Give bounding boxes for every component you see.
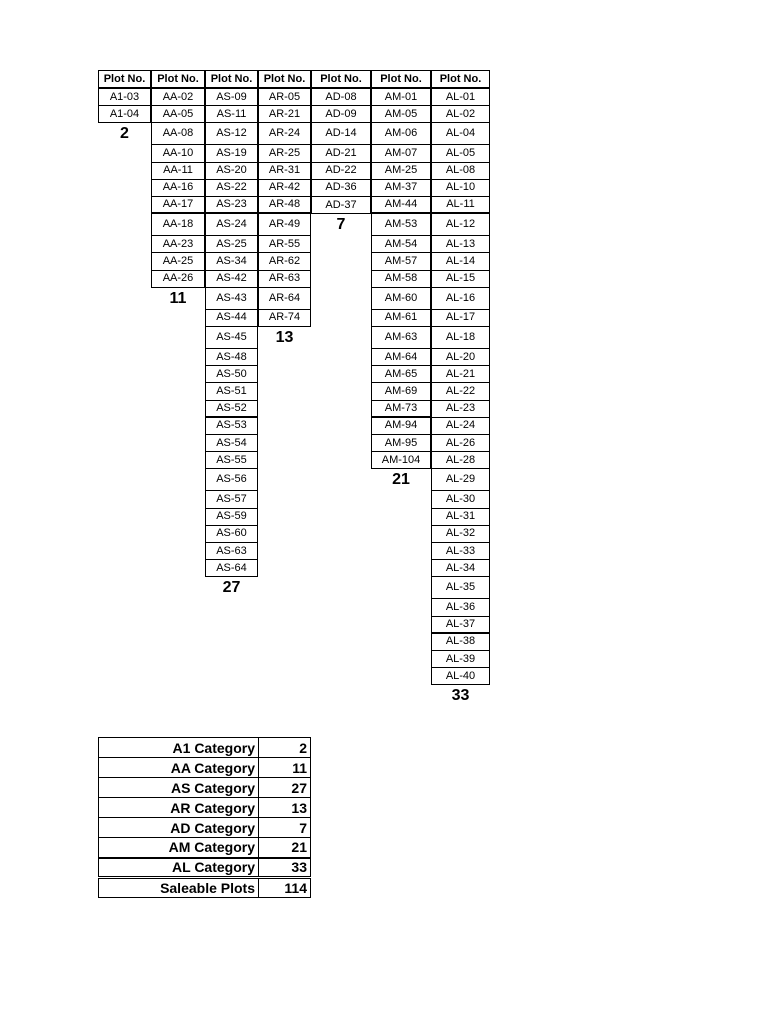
summary-label: AR Category [99,798,259,818]
plot-cell: AD-37 [311,196,371,214]
plot-cell: AL-37 [431,616,490,634]
plot-cell: AS-53 [205,417,258,435]
plot-cell: AR-74 [258,309,311,327]
summary-value: 13 [259,798,311,818]
summary-value: 114 [259,878,311,898]
plot-cell: AM-64 [371,348,431,366]
column-header: Plot No. [98,70,151,88]
column-count: 13 [275,329,294,346]
column-count: 27 [222,579,241,597]
plot-cell: AS-34 [205,252,258,270]
plot-cell: AL-05 [431,144,490,162]
plot-cell: AA-02 [151,88,205,106]
plot-cell: AL-33 [431,542,490,560]
plot-cell: AS-19 [205,144,258,162]
plot-cell: AL-20 [431,348,490,366]
summary-label: Saleable Plots [99,878,259,898]
summary-value: 7 [259,818,311,838]
plot-cell: AS-57 [205,490,258,508]
plot-cell: AD-22 [311,162,371,180]
plot-cell: A1-03 [98,88,151,106]
plot-cell: AM-05 [371,105,431,123]
plot-cell: AD-09 [311,105,371,123]
plot-cell: AS-12 [205,122,258,145]
plot-cell: AA-18 [151,213,205,236]
column-header: Plot No. [258,70,311,88]
plot-cell: AA-26 [151,270,205,288]
summary-row [99,798,311,818]
summary-row [99,778,311,798]
plot-cell: AS-59 [205,508,258,526]
plot-cell: AL-12 [431,213,490,236]
plot-cell: AL-21 [431,365,490,383]
plot-cell: AL-10 [431,179,490,197]
plot-cell: AL-13 [431,235,490,253]
summary-row [99,838,311,858]
plot-cell: AS-50 [205,365,258,383]
plot-cell: A1-04 [98,105,151,123]
summary-label: AD Category [99,818,259,838]
plot-cell: AM-58 [371,270,431,288]
plot-cell: AD-08 [311,88,371,106]
plot-cell: AM-06 [371,122,431,145]
plot-cell: AS-22 [205,179,258,197]
plot-cell: AL-38 [431,633,490,651]
plot-cell: AS-54 [205,434,258,452]
plot-cell: AS-45 [205,326,258,349]
plot-cell: AL-39 [431,650,490,668]
plot-cell: AL-36 [431,598,490,616]
plot-cell: AD-21 [311,144,371,162]
plot-cell: AS-20 [205,162,258,180]
summary-label: AM Category [99,838,259,858]
column-count: 33 [451,687,470,705]
summary-value: 2 [259,738,311,758]
plot-cell: AA-16 [151,179,205,197]
plot-cell: AR-55 [258,235,311,253]
plot-cell: AS-44 [205,309,258,327]
column-header: Plot No. [205,70,258,88]
plot-cell: AA-08 [151,122,205,145]
plot-cell: AM-61 [371,309,431,327]
summary-row [99,858,311,878]
plot-cell: AM-01 [371,88,431,106]
column-header: Plot No. [431,70,490,88]
plot-cell: AL-28 [431,451,490,469]
plot-cell: AS-25 [205,235,258,253]
plot-cell: AR-31 [258,162,311,180]
plot-cell: AA-17 [151,196,205,214]
plot-cell: AR-64 [258,287,311,310]
plot-cell: AM-63 [371,326,431,349]
summary-label: AS Category [99,778,259,798]
plot-cell: AR-42 [258,179,311,197]
plot-cell: AS-51 [205,382,258,400]
column-header: Plot No. [311,70,371,88]
plot-cell: AS-09 [205,88,258,106]
summary-row [99,758,311,778]
plot-cell: AR-48 [258,196,311,214]
plot-cell: AA-25 [151,252,205,270]
plot-cell: AL-22 [431,382,490,400]
plot-cell: AD-14 [311,122,371,145]
summary-value: 21 [259,838,311,858]
plot-cell: AL-14 [431,252,490,270]
plot-cell: AM-104 [371,451,431,469]
summary-table [98,737,311,898]
plot-cell: AL-24 [431,417,490,435]
plot-cell: AS-48 [205,348,258,366]
plot-cell: AM-73 [371,400,431,418]
summary-value: 11 [259,758,311,778]
plot-cell: AM-25 [371,162,431,180]
plot-cell: AL-35 [431,576,490,599]
plot-cell: AL-17 [431,309,490,327]
column-count: 7 [336,216,346,234]
plot-cell: AS-24 [205,213,258,236]
plot-cell: AL-18 [431,326,490,349]
plot-cell: AL-31 [431,508,490,526]
plot-cell: AR-05 [258,88,311,106]
plot-cell: AS-11 [205,105,258,123]
plot-cell: AR-63 [258,270,311,288]
plot-cell: AS-63 [205,542,258,560]
summary-label: A1 Category [99,738,259,758]
column-count: 21 [392,471,410,489]
plot-cell: AS-64 [205,559,258,577]
plot-cell: AR-49 [258,213,311,236]
plot-cell: AL-30 [431,490,490,508]
plot-cell: AL-11 [431,196,490,214]
plot-cell: AL-26 [431,434,490,452]
plot-cell: AM-57 [371,252,431,270]
plot-cell: AM-95 [371,434,431,452]
plot-cell: AS-56 [205,468,258,491]
plot-cell: AM-44 [371,196,431,214]
plot-cell: AR-24 [258,122,311,145]
plot-cell: AL-29 [431,468,490,491]
summary-value: 33 [259,858,311,878]
summary-label: AA Category [99,758,259,778]
plot-cell: AS-43 [205,287,258,310]
column-header: Plot No. [151,70,205,88]
plot-cell: AL-16 [431,287,490,310]
plot-cell: AD-36 [311,179,371,197]
plot-cell: AA-11 [151,162,205,180]
plot-cell: AL-23 [431,400,490,418]
plot-cell: AA-05 [151,105,205,123]
plot-cell: AL-02 [431,105,490,123]
plot-cell: AS-55 [205,451,258,469]
plot-cell: AM-65 [371,365,431,383]
plot-cell: AM-07 [371,144,431,162]
plot-cell: AR-21 [258,105,311,123]
plot-cell: AR-25 [258,144,311,162]
plot-cell: AL-04 [431,122,490,145]
summary-row [99,738,311,758]
plot-cell: AS-52 [205,400,258,418]
plot-cell: AM-60 [371,287,431,310]
plot-cell: AM-94 [371,417,431,435]
plot-cell: AL-08 [431,162,490,180]
summary-row [99,878,311,898]
plot-cell: AL-40 [431,667,490,685]
plot-cell: AL-32 [431,525,490,543]
plot-cell: AS-60 [205,525,258,543]
plot-cell: AM-37 [371,179,431,197]
summary-value: 27 [259,778,311,798]
plot-cell: AM-53 [371,213,431,236]
plot-cell: AL-34 [431,559,490,577]
plot-cell: AA-23 [151,235,205,253]
plot-cell: AL-15 [431,270,490,288]
column-count: 2 [120,125,129,143]
plot-cell: AM-69 [371,382,431,400]
plot-cell: AR-62 [258,252,311,270]
plot-cell: AS-42 [205,270,258,288]
plot-cell: AA-10 [151,144,205,162]
summary-row [99,818,311,838]
column-header: Plot No. [371,70,431,88]
plot-cell: AM-54 [371,235,431,253]
summary-label: AL Category [99,858,259,878]
plot-cell: AL-01 [431,88,490,106]
column-count: 11 [169,289,187,307]
plot-cell: AS-23 [205,196,258,214]
